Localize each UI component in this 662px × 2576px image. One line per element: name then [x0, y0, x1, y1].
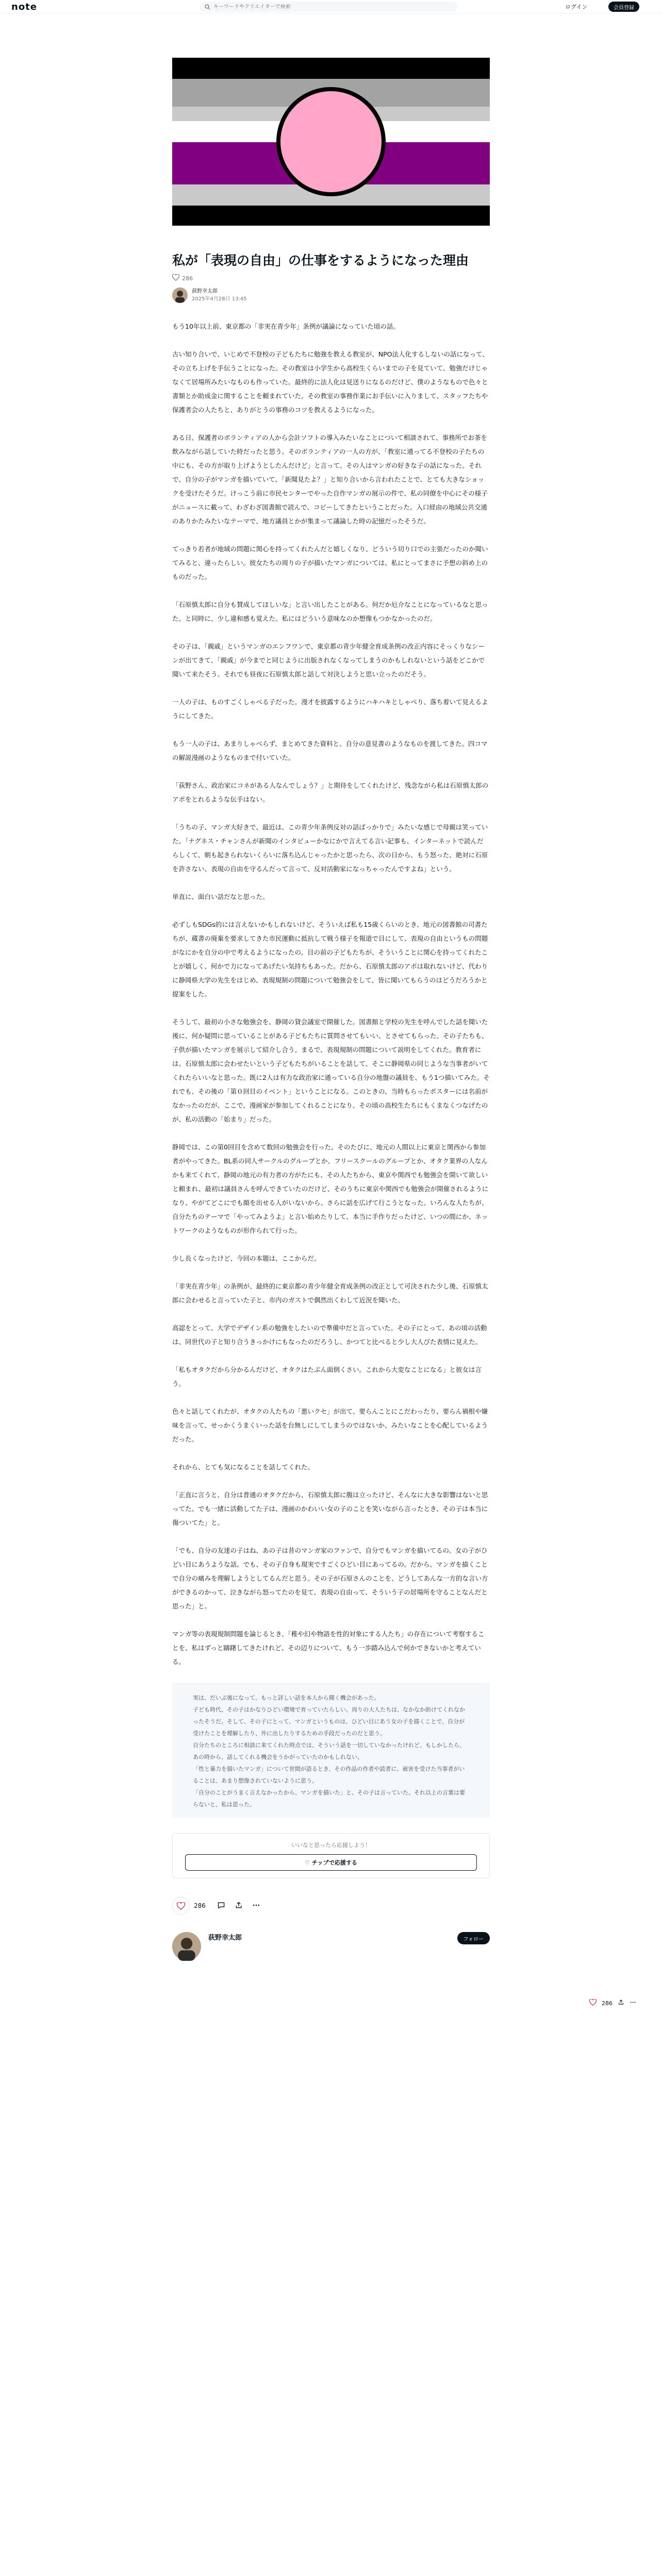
hero-image — [172, 58, 490, 226]
paragraph: 「私もオタクだから分かるんだけど、オタクはたぶん面倒くさい。これから大変なことになる」と彼女は言う。 — [172, 1366, 482, 1387]
heart-icon[interactable] — [172, 274, 179, 282]
paragraph: それから、とても気になることを話してくれた。 — [172, 1463, 315, 1471]
paragraph: 高認をとって、大学でデザイン系の勉強をしたいので準備中だと言っていた。その子にとって、あの頃の活動は、同世代の子と知り合うきっかけにもなったのだろうし、かつてと比べると少し大人びた表情に見えた。 — [172, 1324, 487, 1346]
paragraph: 「荻野さん、政治家にコネがある人なんでしょう？」と期待をしてくれたけど、残念ながら私は石原慎太郎のアポをとれるような伝手はない。 — [172, 782, 489, 803]
article-title: 私が「表現の自由」の仕事をするようになった理由 — [172, 253, 469, 268]
action-row — [172, 1897, 490, 1914]
paragraph: 「うちの子、マンガ大好きで、最近は、この青少年条例反対の話ばっかりで」みたいな感じで母親は笑っていた。「ナグネス・チャンさんが新聞のインタビューかなにかで言えてる言い記事も、インターネットで読んだらしくて、朝も起きられないくらいに落ち込んじゃったかと思ったら、次の日から、もう怒った、絶対に石原を許さない、表現の自由を守るんだって言って、反対活動家になっちゃったんですよね」という。 — [172, 823, 488, 873]
article-body — [172, 319, 490, 1818]
more-icon[interactable] — [252, 1901, 260, 1911]
heart-icon — [177, 1902, 185, 1910]
paragraph: マンガ等の表現規制問題を論じるとき、「稚や幻や物語を性的対象にする人たち」の存在について考察することを、私はずっと躊躇してきたけれど、その辺りについて、もう一歩踏み込んで何かできないかと考えている。 — [172, 1630, 485, 1666]
like-button[interactable] — [172, 1897, 190, 1914]
like-count: 286 — [182, 275, 193, 282]
paragraph: 色々と話してくれたが、オタクの人たちの「悪いクセ」が出て、要らんことにこだわったり、要らん禍根や嫌味を言って、せっかくうまくいった話を台無しにしてしまうのではないか、みたいなことを心配しているようだった。 — [172, 1408, 488, 1443]
support-box — [172, 1833, 490, 1878]
paragraph: 静岡では、この第0回目を含めて数回の勉強会を行った。そのたびに、地元の人間以上に東京と関西から参加者がやってきた。BL系の同人サークルのグループとか、フリースクールのグループとか、オタク業界の人なんかも来てくれて、静岡の地元の有力者の方がたにも、その人たちから、東京や関西でも勉強会を開いて欲しいと頼まれ、最初は議員さんを呼んできていたのだけど、そのうちに東京や関西でも勉強会が開催されるようになり、やがてどこにでも顔を出せる人がいないから、さらに話を広げて行こうとなった。いろんな人たちが、自分たちのテーマで「やってみようよ」と言い始めたりして、本当に手作りだったけど、いつの間にか、ネットワークのようなものが形作られて行った。 — [172, 1143, 489, 1234]
heart-icon[interactable] — [589, 1999, 597, 2007]
share-icon[interactable] — [235, 1901, 243, 1911]
search-icon — [205, 2, 210, 12]
tip-button-label: チップで応援する — [311, 1859, 357, 1866]
paragraph: もう10年以上前、東京都の「非実在青少年」条例が議論になっていた頃の話。 — [172, 323, 400, 330]
quote-line: 実は、だいぶ後になって、もっと詳しい話を本人から聞く機会があった。 — [193, 1694, 380, 1701]
paragraph: 少し長くなったけど、今回の本題は、ここからだ。 — [172, 1255, 321, 1262]
paragraph: 必ずしもSDGs的には言えないかもしれないけど、そういえば私も15歳くらいのとき、地元の図書館の司書たちが、蔵書の廃棄を要求してきた市民運動に抵抗して戦う様子を報道で目にして、表現の自由というもの問題がなにかを自分の中で考えるようになったの。目の前の子どもたちが、そういうことに関心を持ってくれたことが嬉しく、何かで力になってあげたい気持ちもあった。だから、石原慎太郎のアポは取れないけど、代わりに静岡県大学の先生をはじめ、表現規制の問題について勉強会をして、皆に聞いてもらうのはどうだろうかと提案をした。 — [172, 921, 488, 998]
more-icon[interactable] — [630, 1999, 636, 2007]
floating-like-bar — [589, 1999, 641, 2007]
support-question: いいなと思ったら応援しよう！ — [291, 1842, 371, 1849]
hero-flag-svg — [172, 58, 490, 226]
search-box[interactable] — [200, 2, 457, 12]
blockquote — [172, 1683, 490, 1818]
avatar[interactable] — [172, 287, 188, 303]
post-date: 2025年4月28日 13:45 — [192, 296, 247, 302]
share-icon[interactable] — [618, 1999, 624, 2007]
paragraph: 「非実在青少年」の条例が、最終的に東京都の青少年健全育成条例の改正として可決された少し後、石原慎太郎に会わせると言っていた子と、市内のガストで偶然出くわして近況を聞いた。 — [172, 1282, 488, 1304]
paragraph: 単直に、面白い話だなと思った。 — [172, 893, 269, 901]
author-row[interactable] — [172, 287, 490, 303]
paragraph: その子は、「親戚」というマンガのエンフワンで、東京都の青少年健全育成条例の改正内容にそっくりなシーンが出てきて、「親戚」が今までと同じように出版されなくなってしまうのかもしれないという話をどこかで聞いて来たそう。それでも昼夜に石原慎太郎と話して対決しようと思い立ったのだそう。 — [172, 642, 485, 678]
paragraph: そうして、最初の小さな勉強会を、静岡の貸会議室で開催した。図書館と学校の先生を呼んでした話を聞いた後に、何か疑問に思っていることがある子どもたちに質問させてもいい、とさせてもらった。その子たちも、子供が描いたマンガを展示して紹介し合う。まるで、表現規制の問題について説明をしてくれた。教育者には、石原慎太郎に会わせたいという子どもたちがいることを話して、そこに静岡県の同じような当事者がいてくれたらいいなと思った。既に2人は有力な政治家に通っている自分の地盤の議員を、もう1つ描いてみた。それでも、その後の「第０回目のイベント」ということになる。このときの、当時もらったポスターには名前がなかったのだが、ここで、漫画家が参加してくれることになり、その頃の高校生たちにもくまなくつなげたのが、私の活動の「始まり」だった。 — [172, 1018, 490, 1123]
article — [172, 251, 490, 1961]
action-like-count: 286 — [194, 1902, 206, 1909]
login-button[interactable]: ログイン — [565, 4, 588, 10]
note-logo[interactable]: note — [11, 2, 37, 12]
quote-line: 「自分のことがうまく言えなかったから、マンガを描いた」と、その子は言っていた。それ以上の言葉は要らないと、私は思った。 — [193, 1789, 465, 1808]
paragraph: 一人の子は、ものすごくしゃべる子だった。漫才を披露するようにハキハキとしゃべり、落ち着いて見えるようにしてきた。 — [172, 698, 488, 720]
author-card-name[interactable]: 荻野幸太郎 — [208, 1934, 242, 1942]
paragraph: 古い知り合いで、いじめで不登校の子どもたちに勉強を教える教室が、NPO法人化するしないの話になって、その立ち上げを手伝うことになった。その教室は小学生から高校生くらいまでの子を見ていて、勉強だけじゃなくて居場所みたいなものも作っていた。最終的に法人化は見送りになるのだけど、僕のようなもので色々と書類とか助成金に関することを頼まれていた。その教室の事務作業にお手伝いに入りまして、スタッフたちや保護者会の人たちと、ありがとうの事務のコツを教えるようになった。 — [172, 350, 489, 414]
paragraph: 「石原慎太郎に自分も賛成してほしいな」と言い出したことがある。何だか厄介なことになっているなと思った。と同時に、少し違和感も覚えた。私にはどういう意味なのか想像もつかなかったのだ。 — [172, 601, 488, 622]
comment-icon[interactable] — [217, 1901, 225, 1911]
paragraph: 「正直に言うと、自分は普通のオタクだから、石原慎太郎に腹は立ったけど、そんなに大きな影響はないと思ってた。でも一緒に活動してた子は、漫画のかわいい女の子のことを笑いながら言ったとき、その子は本当に傷ついてた」と。 — [172, 1491, 488, 1527]
author-card — [172, 1932, 490, 1961]
like-summary — [172, 274, 490, 282]
author-card-avatar[interactable] — [172, 1932, 201, 1961]
tip-icon: ♡ — [305, 1859, 312, 1866]
signup-button[interactable]: 会員登録 — [608, 2, 639, 12]
tip-button[interactable] — [185, 1854, 477, 1871]
quote-line: 自分たちのところに相談に来てくれた時点では、そういう話を一切していなかったけれど、もしかしたら、あの時から、話してくれる機会をうかがっていたのかもしれない。 — [193, 1742, 465, 1760]
paragraph: 「でも、自分の友達の子はね、あの子は昔のマンガ家のファンで、自分でもマンガを描いてるの。女の子がひどい目にあうような話。でも、その子自身も現実ですごくひどい目にあってるの。だから、マンガを描くことで自分の痛みを理解しようとしてるんだと思う。その子が石原さんのことを、どうしてあんな一方的な言い方ができるのかって、泣きながら怒ってたのを見て、表現の自由って、そういう子の居場所を守ることなんだと思った」と。 — [172, 1547, 488, 1610]
search-input[interactable] — [213, 4, 440, 10]
author-name[interactable]: 荻野幸太郎 — [192, 289, 218, 294]
paragraph: もう一人の子は、あまりしゃべらず、まとめてきた資料と、自分の意見書のようなものを渡してきた。四コマの解説漫画のようなものまで付いていた。 — [172, 740, 488, 761]
top-bar — [0, 0, 662, 13]
paragraph: ある日、保護者のボランティアの人から会計ソフトの導入みたいなことについて相談されて、事務所でお茶を飲みながら話していた時だったと思う。そのボランティアの一人の方が、「教室に通ってる不登校の子たちの中にも、その方が取り上げようとしたんだけど」と言って。その人はマンガの好きな子の話になった。それで、自分の子がマンガを描いていて、「新聞見たよ？」と知り合いから言われたことで、とても大きなショックを受けたそうだ。けっこう前に市民センターでやった自作マンガの展示の件で、私の同僚を中心にその様子がニュースに載って、わざわざ図書館で読んで、コピーしてきたということだった。入口経由の地域公共交通のありかたみたいなテーマで、地方議員とかが集まって議論した時の記憶だったそうだ。 — [172, 434, 488, 525]
floating-like-count: 286 — [602, 1999, 613, 2007]
follow-button[interactable]: フォロー — [457, 1932, 490, 1944]
quote-line: 「性と暴力を描いたマンガ」について世間が語るとき、その作品の作者や読者に、被害を受けた当事者がいることは、あまり想像されていないように思う。 — [193, 1766, 465, 1784]
paragraph: てっきり若者が地域の問題に関心を持ってくれたんだと嬉しくなり、どういう切り口での主張だったのか聞いてみると、違ったらしい。彼女たちの周りの子が描いたマンガについては、私にとってまさに予想の斜め上のものだった。 — [172, 545, 488, 581]
quote-line: 子ども時代、その子はかなりひどい環境で育っていたらしい。周りの大人たちは、なかなか助けてくれなかったそうだ。そして、その子にとって、マンガというものは、ひどい目にあう女の子を描くことで、自分が受けたことを理解したり、外に出したりするための手段だったのだと思う。 — [193, 1706, 465, 1737]
